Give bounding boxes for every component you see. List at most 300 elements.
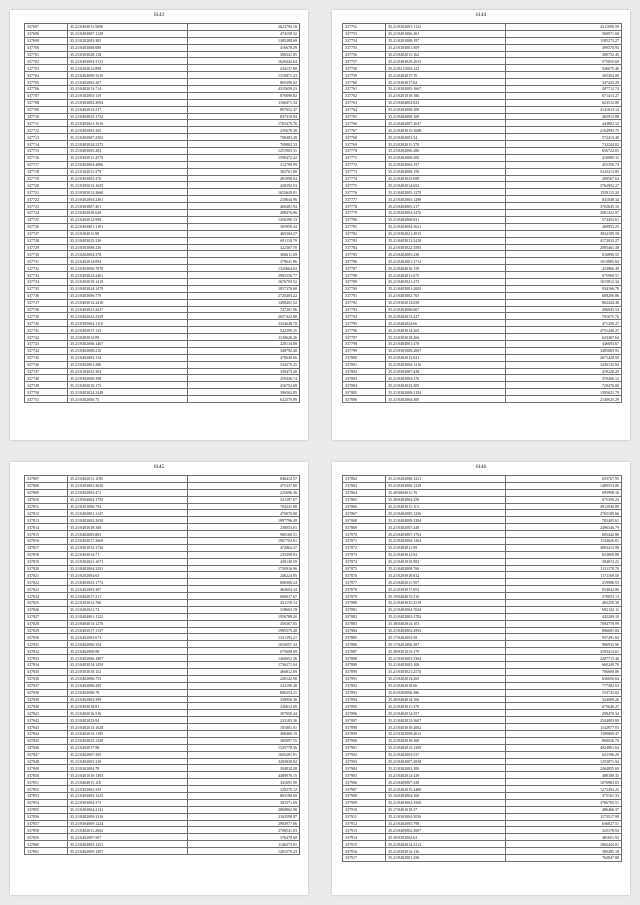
row-number: 337785 <box>343 251 386 258</box>
cadastral-value: 1062444.01 <box>506 841 622 848</box>
row-number: 337904 <box>343 765 386 772</box>
cadastral-value: 656722.05 <box>506 148 622 155</box>
row-number: 337883 <box>343 620 386 627</box>
cadastral-value: 671413.27 <box>506 92 622 99</box>
cadastral-value: 2708541.03 <box>188 827 300 834</box>
cadastral-value: 706600.06 <box>506 668 622 675</box>
row-number: 337697 <box>25 24 68 31</box>
row-number: 337820 <box>25 565 68 572</box>
cadastral-value: 1015812.34 <box>506 278 622 285</box>
row-number: 337896 <box>343 710 386 717</box>
table-row <box>343 141 622 148</box>
table-row <box>343 841 622 848</box>
table-row <box>343 168 622 175</box>
table-row <box>25 551 300 558</box>
cadastral-value: 622370.89 <box>188 396 300 403</box>
cadastral-value: 496945.54 <box>506 306 622 313</box>
row-number: 337794 <box>343 313 386 320</box>
cadastral-number: 35.21/0403028:628 <box>68 210 188 217</box>
cadastral-value: 499570.93 <box>506 44 622 51</box>
cadastral-value: 1251903.31 <box>188 148 300 155</box>
table-row <box>25 558 300 565</box>
row-number: 337789 <box>343 278 386 285</box>
cadastral-number: 35.21/0402013:217 <box>68 106 188 113</box>
row-number: 337766 <box>343 120 386 127</box>
row-number: 337728 <box>25 237 68 244</box>
row-number: 337880 <box>343 600 386 607</box>
cadastral-value: 466812.69 <box>188 668 300 675</box>
cadastral-value: 616890.55 <box>506 251 622 258</box>
table-row <box>25 223 300 230</box>
table-row <box>343 744 622 751</box>
cadastral-number: 35.21/0402003:310 <box>68 758 188 765</box>
cadastral-value: 2657422.90 <box>188 313 300 320</box>
cadastral-number: 35.21/0403004:3560 <box>386 799 506 806</box>
table-row <box>343 586 622 593</box>
table-row <box>343 30 622 37</box>
table-row <box>343 627 622 634</box>
cadastral-number: 35.21/0402005:1256 <box>386 510 506 517</box>
cadastral-value: 1189869.47 <box>506 730 622 737</box>
row-number: 337857 <box>25 820 68 827</box>
cadastral-value: 806254.21 <box>188 689 300 696</box>
row-number: 337750 <box>25 389 68 396</box>
cadastral-number: 35.21/0402013:1195 <box>68 730 188 737</box>
table-row <box>343 703 622 710</box>
cadastral-value: 341691.90 <box>188 779 300 786</box>
cadastral-number: 35.21/0405002:108 <box>386 662 506 669</box>
row-number: 337909 <box>343 799 386 806</box>
table-row <box>25 292 300 299</box>
cadastral-value: 4489976.15 <box>188 772 300 779</box>
cadastral-number: 35.21/0402006:1467 <box>68 340 188 347</box>
table-row <box>25 689 300 696</box>
cadastral-number: 35.21/0302008:398 <box>68 375 188 382</box>
cadastral-value: 232198.28 <box>188 682 300 689</box>
cadastral-number: 35.21/0403017:3669 <box>68 538 188 545</box>
table-row <box>25 265 300 272</box>
cadastral-number: 35.21/0303018:266 <box>386 334 506 341</box>
table-row <box>343 503 622 510</box>
cadastral-value: 428134.88 <box>188 340 300 347</box>
cadastral-value: 572413.40 <box>506 134 622 141</box>
cadastral-number: 35.21/0202012:998 <box>68 216 188 223</box>
cadastral-value: 4172033.27 <box>506 237 622 244</box>
row-number: 337727 <box>25 230 68 237</box>
cadastral-number: 35.21/0402008:831 <box>386 216 506 223</box>
row-number: 337711 <box>25 120 68 127</box>
table-row <box>343 648 622 655</box>
table-row <box>343 196 622 203</box>
cadastral-value: 4311690.59 <box>506 24 622 31</box>
row-number: 337721 <box>25 189 68 196</box>
cadastral-value: 782405.61 <box>506 517 622 524</box>
row-number: 337885 <box>343 634 386 641</box>
row-number: 337865 <box>343 496 386 503</box>
cadastral-value: 312789.99 <box>188 161 300 168</box>
row-number: 337858 <box>25 827 68 834</box>
cadastral-value: 289567.64 <box>506 175 622 182</box>
cadastral-number: 35.21/0402008:88 <box>68 648 188 655</box>
table-row <box>343 134 622 141</box>
cadastral-value: 526675.46 <box>506 65 622 72</box>
row-number: 337762 <box>343 92 386 99</box>
table-row <box>343 292 622 299</box>
cadastral-number: 35.21/0402007:2838 <box>386 758 506 765</box>
row-number: 337713 <box>25 134 68 141</box>
row-number: 337775 <box>343 182 386 189</box>
cadastral-number: 35.21/0302008:2611 <box>386 730 506 737</box>
row-number: 337870 <box>343 531 386 538</box>
row-number: 337726 <box>25 223 68 230</box>
cadastral-number: 35.21/0403014:265 <box>386 327 506 334</box>
row-number: 337846 <box>25 744 68 751</box>
cadastral-value: 863190.69 <box>188 792 300 799</box>
cadastral-value: 460481.94 <box>188 203 300 210</box>
cadastral-number: 35.21/0403006:7878 <box>68 265 188 272</box>
sheet-page-2 <box>332 10 630 440</box>
row-number: 337744 <box>25 347 68 354</box>
row-number: 337839 <box>25 696 68 703</box>
table-row <box>343 724 622 731</box>
row-number: 337780 <box>343 216 386 223</box>
table-row <box>25 786 300 793</box>
table-row <box>343 340 622 347</box>
cadastral-number: 35.21/0402022:2329 <box>68 313 188 320</box>
row-number: 337759 <box>343 72 386 79</box>
row-number: 337786 <box>343 258 386 265</box>
row-number: 337834 <box>25 662 68 669</box>
row-number: 337698 <box>25 30 68 37</box>
cadastral-value: 691110.79 <box>188 237 300 244</box>
cadastral-number: 35.21/0403014:652 <box>386 182 506 189</box>
table-row <box>25 593 300 600</box>
cadastral-number: 35.21/0302007:428 <box>386 368 506 375</box>
table-row <box>343 730 622 737</box>
row-number: 337743 <box>25 340 68 347</box>
cadastral-value: 560971.68 <box>506 30 622 37</box>
row-number: 337807 <box>25 476 68 483</box>
row-number: 337797 <box>343 334 386 341</box>
cadastral-number: 35.21/0402002:2992 <box>386 627 506 634</box>
cadastral-value: 553743.02 <box>506 689 622 696</box>
cadastral-value: 5243213.85 <box>506 168 622 175</box>
table-row <box>25 86 300 93</box>
table-row <box>343 86 622 93</box>
cadastral-value: 1134626.81 <box>506 538 622 545</box>
row-number: 337758 <box>343 65 386 72</box>
cadastral-number: 35.21/0303010:152 <box>68 668 188 675</box>
cadastral-value: 1325778.56 <box>188 744 300 751</box>
table-row <box>25 120 300 127</box>
cadastral-value: 1857376.68 <box>188 285 300 292</box>
cadastral-number: 35.21/0402013:3607 <box>386 717 506 724</box>
row-number: 337723 <box>25 203 68 210</box>
cadastral-value: 265304.00 <box>506 72 622 79</box>
table-row <box>25 813 300 820</box>
row-number: 337729 <box>25 244 68 251</box>
table-row <box>25 820 300 827</box>
table-row <box>343 655 622 662</box>
table-row <box>343 120 622 127</box>
cadastral-number: 35.21/0404006:607 <box>386 306 506 313</box>
row-number: 337848 <box>25 758 68 765</box>
cadastral-number: 35.21/0404001:478 <box>386 340 506 347</box>
table-row <box>25 834 300 841</box>
row-number: 337787 <box>343 265 386 272</box>
cadastral-value: 4315659.23 <box>188 86 300 93</box>
cadastral-number: 35.21/0403006:779 <box>68 292 188 299</box>
row-number: 337768 <box>343 134 386 141</box>
row-number: 337879 <box>343 593 386 600</box>
row-number: 337760 <box>343 79 386 86</box>
cadastral-number: 35.21/0402004:3291 <box>68 565 188 572</box>
cadastral-number: 35.21/0403022:3585 <box>386 244 506 251</box>
table-row <box>343 710 622 717</box>
row-number: 337738 <box>25 306 68 313</box>
cadastral-value: 370266.12 <box>506 375 622 382</box>
cadastral-value: 2085461.38 <box>506 244 622 251</box>
cadastral-number: 35.21/0402002:2650 <box>68 517 188 524</box>
cadastral-number: 35.21/0203002:3626 <box>68 482 188 489</box>
cadastral-number: 35.21/0403013:2418 <box>386 237 506 244</box>
cadastral-number: 35.21/0402011:162 <box>386 51 506 58</box>
row-number: 337825 <box>25 600 68 607</box>
cadastral-value: 322367.70 <box>188 244 300 251</box>
cadastral-number: 35.21/0403002:476 <box>68 175 188 182</box>
cadastral-value: 338956.36 <box>188 696 300 703</box>
cadastral-value: 704241.88 <box>188 503 300 510</box>
table-row <box>343 827 622 834</box>
cadastral-number: 35.21/0403021:2570 <box>386 668 506 675</box>
cadastral-number: 35.21/0404013:1276 <box>68 620 188 627</box>
cadastral-number: 35.21/0403004:7044 <box>386 606 506 613</box>
table-row <box>25 306 300 313</box>
cadastral-value: 380485.18 <box>506 848 622 855</box>
table-row <box>25 141 300 148</box>
cadastral-value: 329270.12 <box>188 786 300 793</box>
cadastral-value: 732244.02 <box>506 141 622 148</box>
table-row <box>25 668 300 675</box>
sheet-page-1 <box>10 10 308 440</box>
cadastral-value: 1676793.52 <box>188 278 300 285</box>
cadastral-number: 35.21/0305013:2660 <box>68 189 188 196</box>
cadastral-value: 380752.45 <box>506 51 622 58</box>
table-row <box>343 538 622 545</box>
table-row <box>25 161 300 168</box>
table-row <box>343 37 622 44</box>
data-table <box>24 23 300 403</box>
cadastral-value: 777382.63 <box>506 682 622 689</box>
cadastral-number: 35.21/0305004:1110 <box>68 320 188 327</box>
row-number: 337739 <box>25 313 68 320</box>
table-row <box>25 565 300 572</box>
cadastral-value: 781675.76 <box>506 313 622 320</box>
row-number: 337910 <box>343 806 386 813</box>
row-number: 337914 <box>343 834 386 841</box>
table-row <box>25 285 300 292</box>
table-row <box>343 641 622 648</box>
cadastral-value: 1629442.64 <box>188 58 300 65</box>
row-number: 337852 <box>25 786 68 793</box>
row-number: 337761 <box>343 86 386 93</box>
row-number: 337908 <box>343 792 386 799</box>
table-row <box>25 72 300 79</box>
cadastral-number: 35.21/0403007:2502 <box>68 134 188 141</box>
row-number: 337872 <box>343 544 386 551</box>
row-number: 337892 <box>343 682 386 689</box>
table-row <box>343 606 622 613</box>
table-row <box>343 531 622 538</box>
cadastral-number: 35.21/0402001:1147 <box>68 510 188 517</box>
table-row <box>25 272 300 279</box>
sheet-title: 6143 <box>154 13 164 18</box>
cadastral-value: 4912940.89 <box>506 503 622 510</box>
row-number: 337850 <box>25 772 68 779</box>
cadastral-number: 35.21/0403023:1732 <box>68 113 188 120</box>
cadastral-number: 35.21/0304011:98 <box>68 230 188 237</box>
table-row <box>343 265 622 272</box>
cadastral-number: 35.21/0402013:1309 <box>386 744 506 751</box>
table-row <box>25 148 300 155</box>
cadastral-value: 1310871.23 <box>188 72 300 79</box>
cadastral-value: 1331393.21 <box>188 634 300 641</box>
row-number: 337806 <box>343 396 386 403</box>
row-number: 337838 <box>25 689 68 696</box>
row-number: 337902 <box>343 751 386 758</box>
cadastral-number: 35.21/0402005:1279 <box>386 189 506 196</box>
cadastral-number: 35.21/0403003:1225 <box>68 792 188 799</box>
row-number: 337795 <box>343 320 386 327</box>
row-number: 337804 <box>343 382 386 389</box>
cadastral-number: 35.21/0402015:2460 <box>386 786 506 793</box>
table-row <box>25 320 300 327</box>
cadastral-value: 421158.14 <box>188 600 300 607</box>
cadastral-number: 35.21/0403004:4886 <box>68 161 188 168</box>
table-row <box>343 476 622 483</box>
cadastral-value: 306341.85 <box>188 51 300 58</box>
table-row <box>25 58 300 65</box>
cadastral-value: 655767.95 <box>506 476 622 483</box>
row-number: 337714 <box>25 141 68 148</box>
cadastral-value: 325178.94 <box>506 827 622 834</box>
cadastral-number: 35.21/0403024:1479 <box>68 285 188 292</box>
table-row <box>343 334 622 341</box>
cadastral-value: 1590472.42 <box>188 154 300 161</box>
row-number: 337835 <box>25 668 68 675</box>
cadastral-number: 35.21/0403014:71 <box>68 551 188 558</box>
row-number: 337764 <box>343 106 386 113</box>
cadastral-number: 35.21/0302004:78 <box>68 765 188 772</box>
cadastral-number: 35.21/0402004:1204 <box>386 538 506 545</box>
table-row <box>25 154 300 161</box>
cadastral-number: 35.21/0403021:1016 <box>68 120 188 127</box>
cadastral-number: 35.21/0402005:1298 <box>386 196 506 203</box>
cadastral-number: 35.21/0402002:2782 <box>386 613 506 620</box>
sheet-title: 6146 <box>476 465 486 470</box>
cadastral-number: 35.21/0402014:894 <box>68 258 188 265</box>
cadastral-number: 35.21/0202011:370 <box>386 141 506 148</box>
cadastral-value: 416752.69 <box>188 382 300 389</box>
cadastral-value: 1498401.52 <box>188 299 300 306</box>
row-number: 337767 <box>343 127 386 134</box>
cadastral-value: 298470.34 <box>506 710 622 717</box>
cadastral-number: 35.21/0401010:982 <box>386 558 506 565</box>
cadastral-value: 3762992.27 <box>506 182 622 189</box>
table-row <box>343 854 622 861</box>
cadastral-number: 35.21/0402008:200 <box>386 154 506 161</box>
cadastral-number: 35.21/0303028:118 <box>68 51 188 58</box>
cadastral-number: 35.21/0402003:307 <box>68 586 188 593</box>
row-number: 337708 <box>25 99 68 106</box>
row-number: 337747 <box>25 368 68 375</box>
cadastral-number: 35.21/0404008:3394 <box>386 517 506 524</box>
cadastral-number: 35.21/0303017:62 <box>386 79 506 86</box>
table-row <box>343 820 622 827</box>
table-row <box>25 772 300 779</box>
cadastral-number: 35.21/0402013:1628 <box>68 724 188 731</box>
table-row <box>343 696 622 703</box>
row-number: 337868 <box>343 517 386 524</box>
cadastral-value: 465913.88 <box>506 113 622 120</box>
cadastral-number: 35.21/0402007:305 <box>68 751 188 758</box>
table-row <box>25 361 300 368</box>
table-row <box>343 792 622 799</box>
row-number: 337757 <box>343 58 386 65</box>
table-row <box>25 758 300 765</box>
table-row <box>343 634 622 641</box>
cadastral-number: 35.21/0402009:1497 <box>68 848 188 855</box>
cadastral-number: 35.21/0203012:898 <box>68 65 188 72</box>
row-number: 337915 <box>343 841 386 848</box>
table-row <box>343 579 622 586</box>
cadastral-value: 394832.28 <box>188 765 300 772</box>
cadastral-value: 2860862.90 <box>188 806 300 813</box>
cadastral-value: 675646.27 <box>506 703 622 710</box>
cadastral-value: 841048.34 <box>506 196 622 203</box>
table-row <box>25 806 300 813</box>
row-number: 337752 <box>343 24 386 31</box>
table-row <box>343 613 622 620</box>
cadastral-value: 455356.74 <box>506 161 622 168</box>
cadastral-number: 35.21/0302002:333 <box>68 786 188 793</box>
cadastral-number: 35.21/0303008:236 <box>68 244 188 251</box>
table-row <box>343 396 622 403</box>
cadastral-value: 423866.49 <box>506 265 622 272</box>
row-number: 337700 <box>25 44 68 51</box>
cadastral-number: 35.21/0403017:1137 <box>68 627 188 634</box>
cadastral-number: 35.21/0402007:248 <box>386 524 506 531</box>
cadastral-number: 35.21/0305013:1635 <box>68 182 188 189</box>
table-row <box>343 765 622 772</box>
table-row <box>343 489 622 496</box>
row-number: 337703 <box>25 65 68 72</box>
cadastral-number: 35.21/0402018:66 <box>386 682 506 689</box>
data-table <box>342 23 622 403</box>
cadastral-value: 474158.32 <box>188 30 300 37</box>
data-table <box>342 475 622 862</box>
cadastral-number: 35.21/0403011:675 <box>386 272 506 279</box>
cadastral-number: 35.21/0301012:1726 <box>68 544 188 551</box>
cadastral-value: 660249.70 <box>506 662 622 669</box>
cadastral-value: 465304.27 <box>188 230 300 237</box>
row-number: 337742 <box>25 334 68 341</box>
cadastral-value: 428292.53 <box>188 182 300 189</box>
cadastral-value: 430130.59 <box>188 558 300 565</box>
row-number: 337843 <box>25 724 68 731</box>
table-row <box>343 230 622 237</box>
row-number: 337755 <box>343 44 386 51</box>
